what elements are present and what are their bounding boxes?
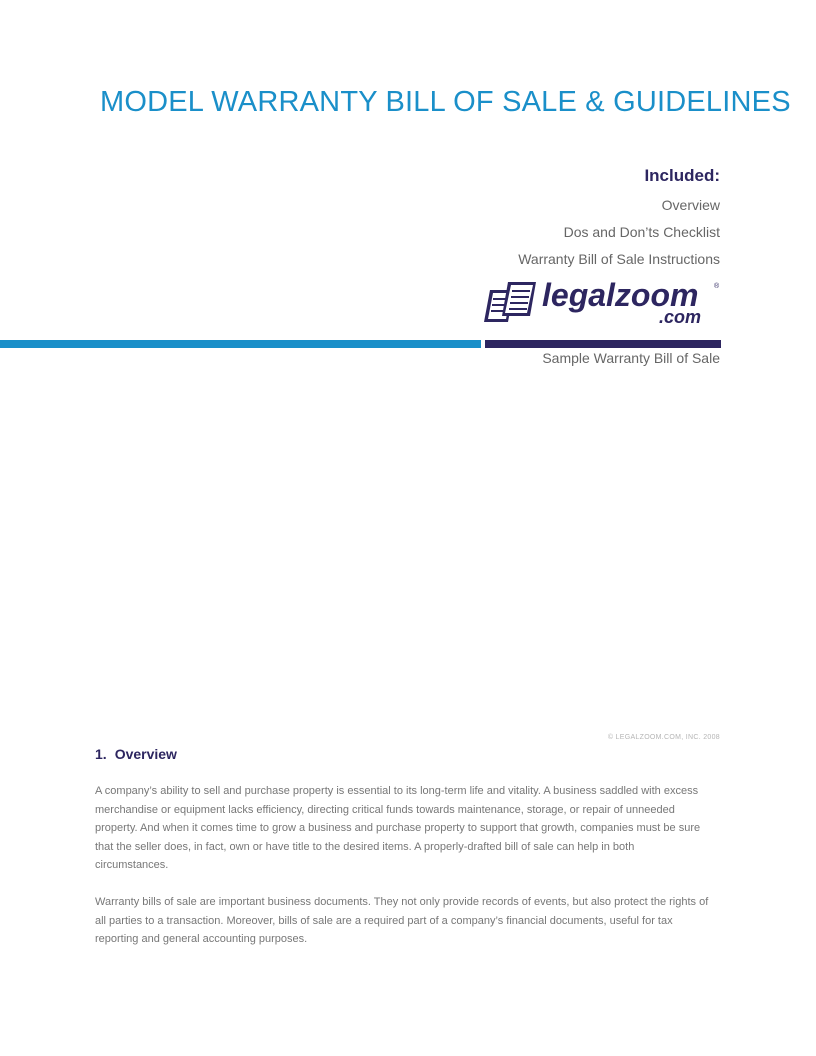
section-number: 1. xyxy=(95,746,107,762)
logo-dotcom: .com xyxy=(659,307,702,326)
divider-bar-purple xyxy=(485,340,721,348)
document-title: MODEL WARRANTY BILL OF SALE & GUIDELINES xyxy=(100,86,791,118)
included-heading: Included: xyxy=(644,166,720,185)
overview-paragraph-1: A company’s ability to sell and purchase property is essential to its long-term life and vitality. A business saddled with excess merchandise or equipment lacks efficiency, directing critical funds towards maintenance, storage, or repair of unneeded property. And when it comes time to grow a business and purchase property to support that growth, companies must be sure that the seller does, in fact, own or have title to the desired items. A properly-drafted bill of sale can help in both circumstances. xyxy=(95,785,701,872)
documents-icon xyxy=(484,282,536,322)
section-heading xyxy=(95,746,177,762)
logo-registered-mark: ® xyxy=(714,283,720,290)
included-list xyxy=(518,166,720,273)
logo-wordmark-legal: legal xyxy=(542,277,615,313)
included-item-sample: Sample Warranty Bill of Sale xyxy=(542,350,720,366)
divider-bar-blue xyxy=(0,340,481,348)
copyright-notice: © LEGALZOOM.COM, INC. 2008 xyxy=(607,734,720,741)
included-item-checklist: Dos and Don’ts Checklist xyxy=(563,224,720,240)
logo-wordmark-zoom: zoom xyxy=(614,277,699,313)
included-item-instructions: Warranty Bill of Sale Instructions xyxy=(518,251,720,267)
included-item-overview: Overview xyxy=(661,197,720,213)
legalzoom-logo xyxy=(484,276,720,326)
section-title: Overview xyxy=(114,746,177,762)
overview-paragraph-2: Warranty bills of sale are important business documents. They not only provide records of events, but also protect the rights of all parties to a transaction. Moreover, bills of sale are a required part of a company’s financial documents, useful for tax reporting and general accounting purposes. xyxy=(95,896,709,946)
